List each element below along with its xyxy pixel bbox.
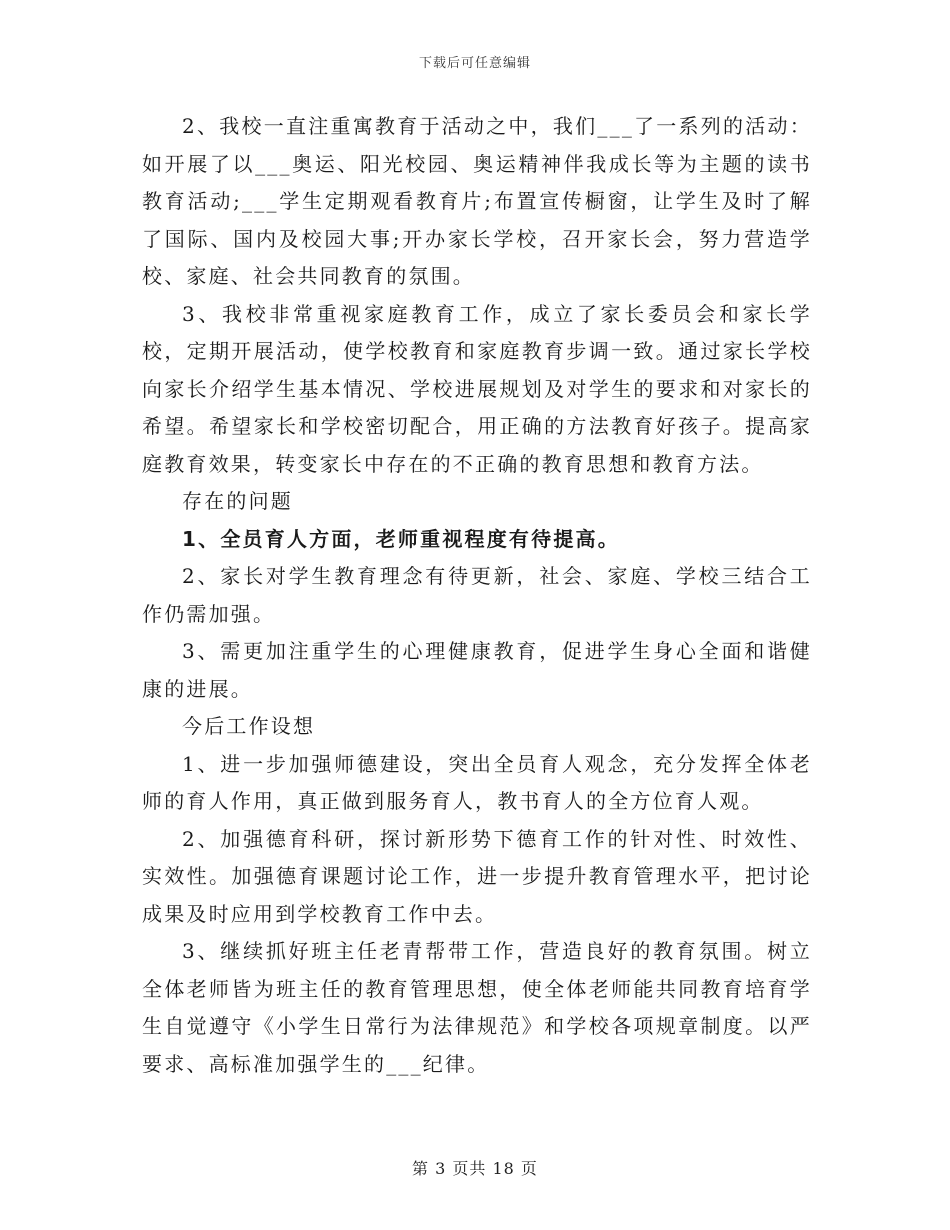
page-header: 下载后可任意编辑 (418, 56, 531, 71)
problem-item-1: 1、全员育人方面，老师重视程度有待提高。 (182, 526, 620, 551)
plan-item-1: 1、进一步加强师德建设，突出全员育人观念，充分发挥全体老师的育人作用，真正做到服务育人，教书育人的全方位育人观。 (142, 751, 812, 813)
plan-item-3: 3、继续抓好班主任老青帮带工作，营造良好的教育氛围。树立全体老师皆为班主任的教育管理思想，使全体老师能共同教育培育学生自觉遵守《小学生日常行为法律规范》和学校各项规章制度。以严要求、高标准加强学生的___纪律。 (142, 939, 812, 1076)
document-body (142, 108, 812, 1083)
page-number: 第 3 页共 18 页 (412, 1159, 538, 1178)
problem-item-3: 3、需更加注重学生的心理健康教育，促进学生身心全面和谐健康的进展。 (142, 639, 812, 701)
section-heading-future-plans: 今后工作设想 (182, 714, 316, 738)
section-heading-problems: 存在的问题 (182, 489, 293, 513)
problem-item-2: 2、家长对学生教育理念有待更新，社会、家庭、学校三结合工作仍需加强。 (142, 564, 812, 626)
plan-item-2: 2、加强德育科研，探讨新形势下德育工作的针对性、时效性、实效性。加强德育课题讨论工作，进一步提升教育管理水平，把讨论成果及时应用到学校教育工作中去。 (142, 826, 812, 926)
paragraph-activities: 2、我校一直注重寓教育于活动之中，我们___了一系列的活动：如开展了以___奥运、阳光校园、奥运精神伴我成长等为主题的读书教育活动;___学生定期观看教育片;布置宣传橱窗，让学生及时了解了国际、国内及校园大事;开办家长学校，召开家长会，努力营造学校、家庭、社会共同教育的氛围。 (142, 114, 812, 288)
paragraph-family-education: 3、我校非常重视家庭教育工作，成立了家长委员会和家长学校，定期开展活动，使学校教育和家庭教育步调一致。通过家长学校向家长介绍学生基本情况、学校进展规划及对学生的要求和对家长的希望。希望家长和学校密切配合，用正确的方法教育好孩子。提高家庭教育效果，转变家长中存在的不正确的教育思想和教育方法。 (142, 301, 812, 476)
